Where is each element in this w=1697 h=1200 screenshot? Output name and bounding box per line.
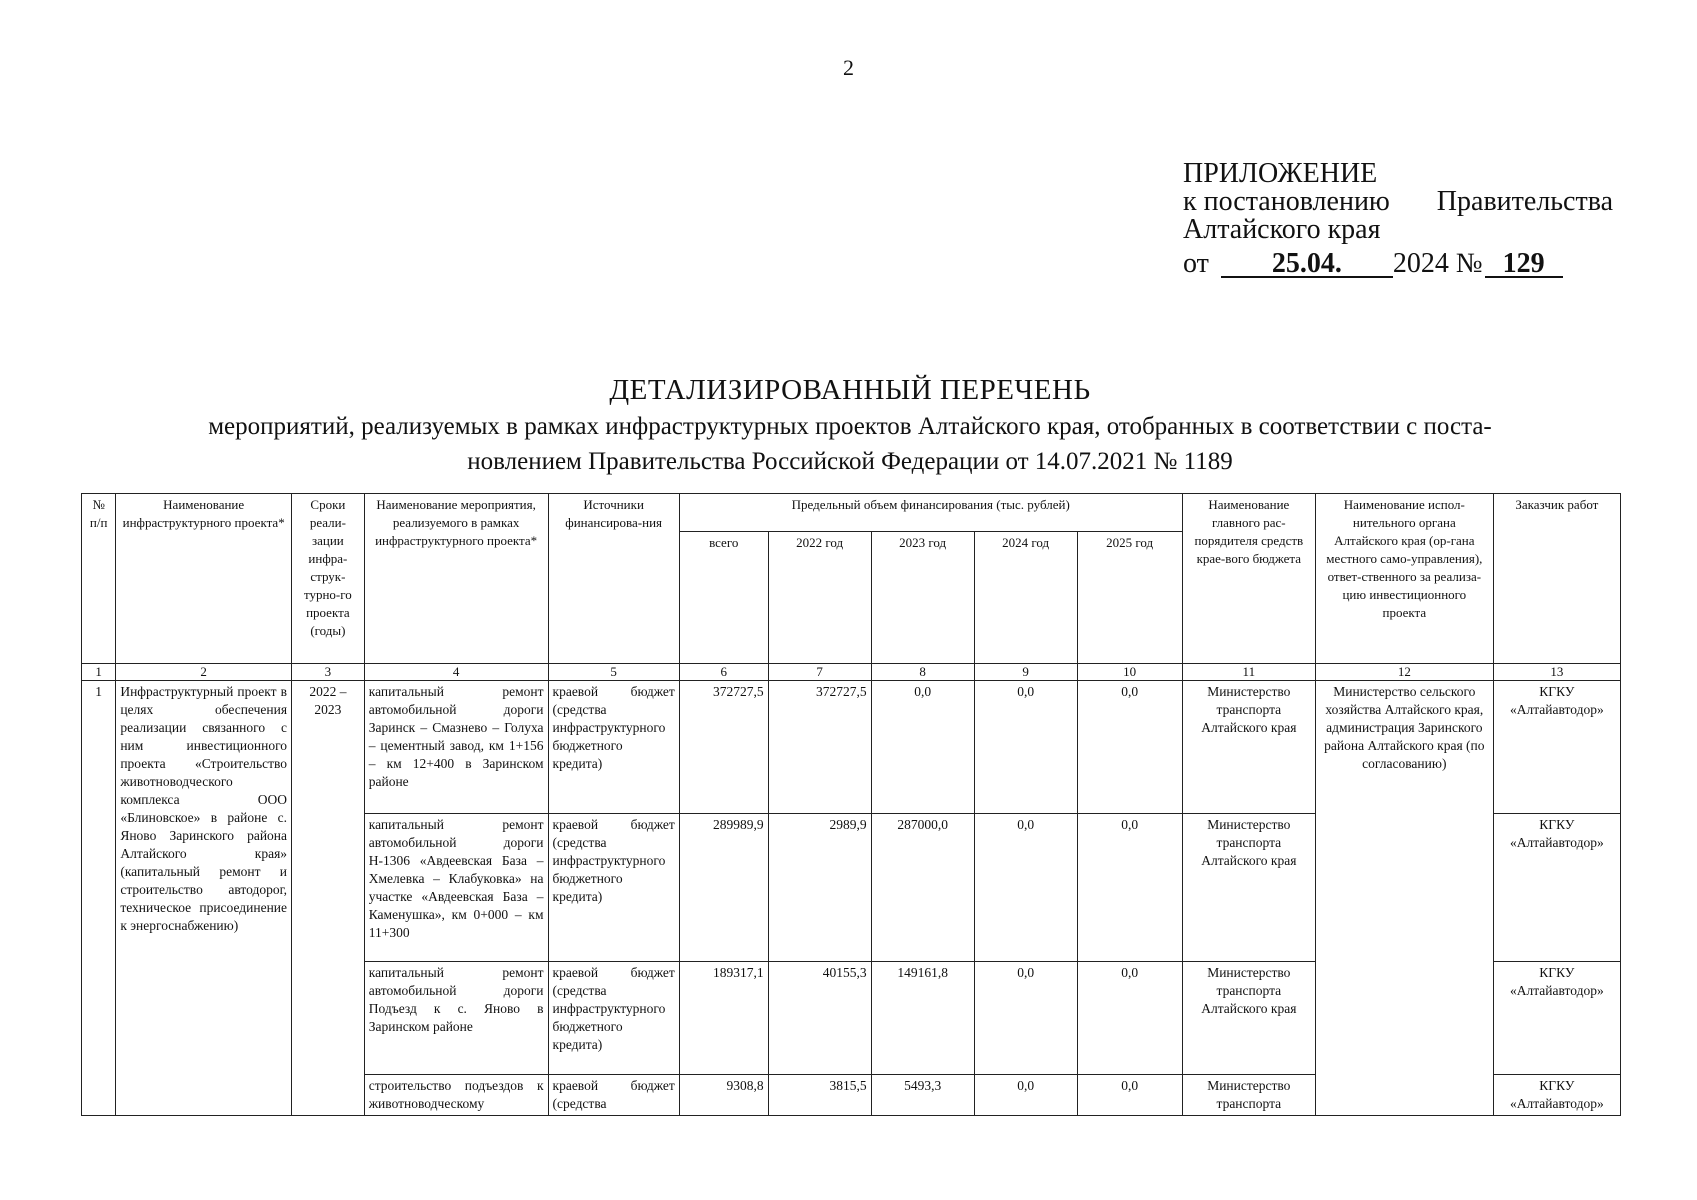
amount-total: 372727,5 <box>679 681 768 814</box>
work-customer: КГКУ «Алтайавтодор» <box>1493 814 1620 962</box>
table-header-row-1 <box>82 494 1621 532</box>
project-terms: 2022 – 2023 <box>292 681 365 1116</box>
amount-2023: 149161,8 <box>871 962 974 1075</box>
column-number: 9 <box>974 664 1077 681</box>
column-number: 2 <box>116 664 292 681</box>
project-number: 1 <box>82 681 116 1116</box>
column-number: 3 <box>292 664 365 681</box>
budget-manager: Министерство транспорта Алтайского края <box>1182 962 1315 1075</box>
funding-source: краевой бюджет (средства инфраструктурного бюджетного кредита) <box>548 814 679 962</box>
responsible-executor: Министерство сельского хозяйства Алтайского края, администрация Заринского района Алтайского края (по согласованию) <box>1315 681 1493 814</box>
decree-year: 2024 № <box>1392 248 1483 279</box>
table-row <box>82 681 1621 814</box>
appendix-block <box>1183 160 1613 278</box>
appendix-government-word: Правительства <box>1436 186 1613 217</box>
column-number: 13 <box>1493 664 1620 681</box>
header-2022: 2022 год <box>768 532 871 664</box>
document-title-block <box>100 372 1600 478</box>
work-customer: КГКУ «Алтайавтодор» <box>1493 681 1620 814</box>
executor-continuation <box>1315 1075 1493 1116</box>
header-2025: 2025 год <box>1077 532 1182 664</box>
amount-total: 189317,1 <box>679 962 768 1075</box>
decree-date-line <box>1183 250 1613 278</box>
funding-source: краевой бюджет (средства <box>548 1075 679 1116</box>
document-subtitle-line-2: новлением Правительства Российской Федерации от 14.07.2021 № 1189 <box>467 448 1233 475</box>
header-executor: Наименование испол-нительного органа Алтайского края (ор-гана местного само-управления), ответ-ственного за реализа-цию инвестиционного проекта <box>1315 494 1493 664</box>
amount-total: 9308,8 <box>679 1075 768 1116</box>
header-2023: 2023 год <box>871 532 974 664</box>
budget-manager: Министерство транспорта Алтайского края <box>1182 681 1315 814</box>
decree-number: 129 <box>1485 252 1563 278</box>
amount-2024: 0,0 <box>974 681 1077 814</box>
project-name: Инфраструктурный проект в целях обеспечения реализации связанного с ним инвестиционного проекта «Строительство животноводческого комплекса ООО «Блиновское» в районе с. Яново Заринского района Алтайского края» (капитальный ремонт и строительство автодорог, техническое присоединение к энергоснабжению) <box>116 681 292 1116</box>
header-activity: Наименование мероприятия, реализуемого в рамках инфраструктурного проекта* <box>364 494 548 664</box>
budget-manager: Министерство транспорта Алтайского края <box>1182 814 1315 962</box>
header-terms: Сроки реали-зации инфра-струк-турно-го проекта (годы) <box>292 494 365 664</box>
column-number: 1 <box>82 664 116 681</box>
executor-continuation <box>1315 814 1493 962</box>
column-number: 11 <box>1182 664 1315 681</box>
work-customer: КГКУ «Алтайавтодор» <box>1493 962 1620 1075</box>
column-number: 5 <box>548 664 679 681</box>
amount-2023: 0,0 <box>871 681 974 814</box>
amount-2025: 0,0 <box>1077 962 1182 1075</box>
activity-name: строительство подъездов к животноводческому <box>364 1075 548 1116</box>
amount-2022: 40155,3 <box>768 962 871 1075</box>
work-customer: КГКУ «Алтайавтодор» <box>1493 1075 1620 1116</box>
appendix-line-2: Алтайского края <box>1183 214 1381 245</box>
document-subtitle-line-1: мероприятий, реализуемых в рамках инфраструктурных проектов Алтайского края, отобранных в соответствии с поста- <box>208 413 1492 440</box>
header-funding: Предельный объем финансирования (тыс. рублей) <box>679 494 1182 532</box>
header-sources: Источники финансирова-ния <box>548 494 679 664</box>
executor-continuation <box>1315 962 1493 1075</box>
budget-manager: Министерство транспорта <box>1182 1075 1315 1116</box>
appendix-title: ПРИЛОЖЕНИЕ <box>1183 158 1378 189</box>
funding-source: краевой бюджет (средства инфраструктурного бюджетного кредита) <box>548 681 679 814</box>
funding-source: краевой бюджет (средства инфраструктурного бюджетного кредита) <box>548 962 679 1075</box>
amount-2024: 0,0 <box>974 962 1077 1075</box>
activity-name: капитальный ремонт автомобильной дороги Заринск – Смазнево – Голуха – цементный завод, км 1+156 – км 12+400 в Заринском районе <box>364 681 548 814</box>
activity-name: капитальный ремонт автомобильной дороги Подъезд к с. Яново в Заринском районе <box>364 962 548 1075</box>
column-number: 10 <box>1077 664 1182 681</box>
header-num: № п/п <box>82 494 116 664</box>
amount-2022: 2989,9 <box>768 814 871 962</box>
column-number: 6 <box>679 664 768 681</box>
header-total: всего <box>679 532 768 664</box>
amount-2023: 5493,3 <box>871 1075 974 1116</box>
amount-2025: 0,0 <box>1077 814 1182 962</box>
page-number: 2 <box>843 55 854 80</box>
amount-2024: 0,0 <box>974 1075 1077 1116</box>
activity-name: капитальный ремонт автомобильной дороги Н-1306 «Авдеевская База – Хмелевка – Клабуковка» на участке «Авдеевская База – Каменушка», км 0+000 – км 11+300 <box>364 814 548 962</box>
decree-date: 25.04. <box>1221 252 1393 278</box>
amount-2022: 3815,5 <box>768 1075 871 1116</box>
header-2024: 2024 год <box>974 532 1077 664</box>
appendix-decree-word: к постановлению <box>1183 186 1390 217</box>
column-number: 4 <box>364 664 548 681</box>
column-number: 7 <box>768 664 871 681</box>
header-customer: Заказчик работ <box>1493 494 1620 664</box>
appendix-line-1 <box>1183 188 1613 216</box>
header-project-name: Наименование инфраструктурного проекта* <box>116 494 292 664</box>
from-label: от <box>1183 248 1209 279</box>
column-number: 12 <box>1315 664 1493 681</box>
activities-table <box>81 493 1621 1116</box>
amount-2025: 0,0 <box>1077 681 1182 814</box>
column-number-row <box>82 664 1621 681</box>
document-title: ДЕТАЛИЗИРОВАННЫЙ ПЕРЕЧЕНЬ <box>609 374 1091 406</box>
amount-2023: 287000,0 <box>871 814 974 962</box>
amount-2024: 0,0 <box>974 814 1077 962</box>
column-number: 8 <box>871 664 974 681</box>
header-manager: Наименование главного рас-порядителя средств крае-вого бюджета <box>1182 494 1315 664</box>
amount-2025: 0,0 <box>1077 1075 1182 1116</box>
amount-2022: 372727,5 <box>768 681 871 814</box>
amount-total: 289989,9 <box>679 814 768 962</box>
